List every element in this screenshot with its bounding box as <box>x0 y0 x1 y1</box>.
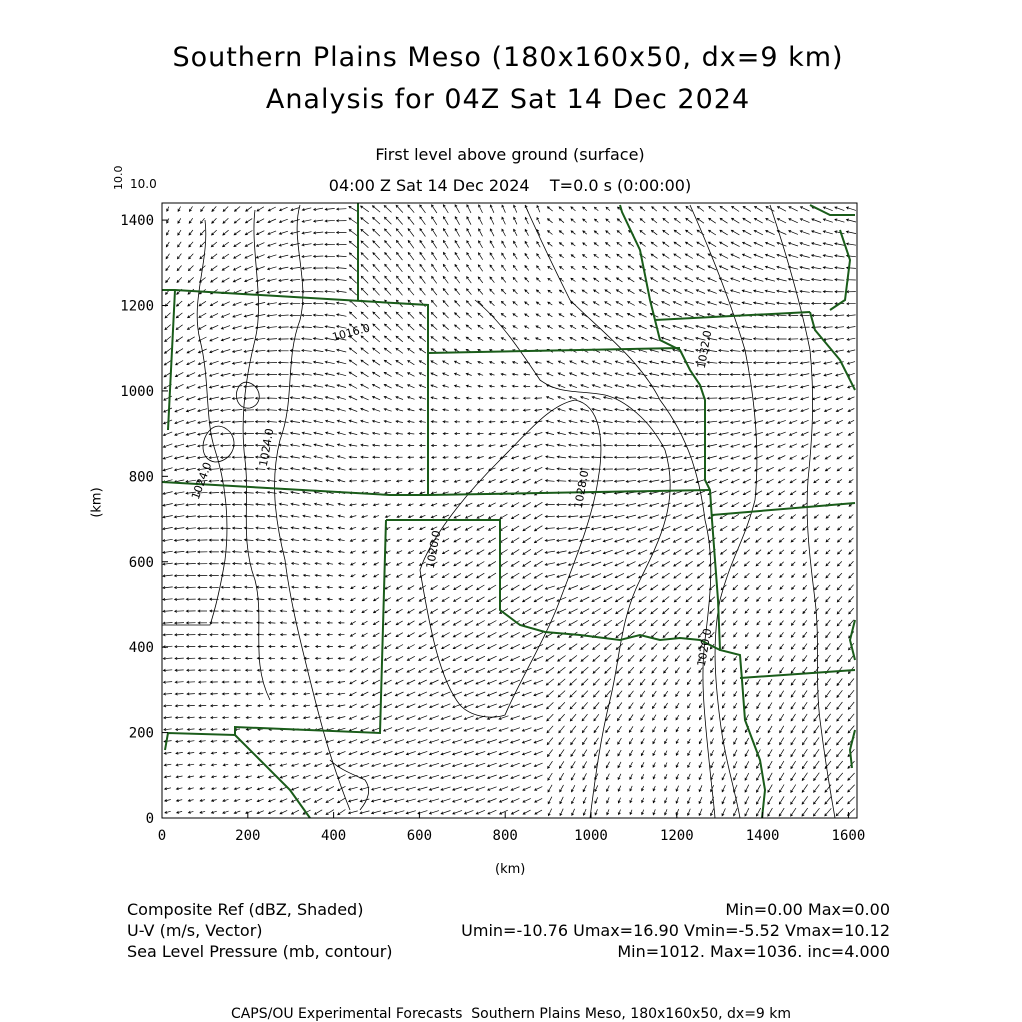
x-tick-label: 1600 <box>831 828 866 844</box>
legend-wind-label: U-V (m/s, Vector) <box>127 921 263 940</box>
x-tick-label: 800 <box>492 828 518 844</box>
y-tick-label: 600 <box>128 554 154 571</box>
state-border <box>712 503 855 515</box>
y-tick-label: 800 <box>128 469 154 486</box>
legend-pressure-range: Min=1012. Max=1036. inc=4.000 <box>617 942 890 961</box>
legend-pressure-label: Sea Level Pressure (mb, contour) <box>127 942 393 961</box>
x-tick-label: 1400 <box>745 828 780 844</box>
state-border <box>850 620 855 660</box>
legend-reflectivity-label: Composite Ref (dBZ, Shaded) <box>127 900 364 919</box>
y-tick-label: 1000 <box>120 383 154 400</box>
y-tick-label: 200 <box>128 725 154 742</box>
y-tick-label: 400 <box>128 640 154 657</box>
legend-wind-range: Umin=-10.76 Umax=16.90 Vmin=-5.52 Vmax=10.12 <box>461 921 890 940</box>
pressure-contours <box>162 205 835 818</box>
state-border <box>168 290 175 430</box>
pressure-contour <box>525 205 715 818</box>
state-border <box>830 230 850 310</box>
vector-scale-rotated: 10.0 <box>112 165 125 190</box>
contour-label: 1032.0 <box>694 329 715 370</box>
state-borders <box>162 203 855 818</box>
x-tick-label: 600 <box>406 828 433 844</box>
subtitle-level: First level above ground (surface) <box>375 145 645 164</box>
pressure-contour <box>162 220 227 625</box>
state-border <box>850 730 855 768</box>
x-tick-label: 200 <box>235 828 261 844</box>
state-border <box>810 205 855 215</box>
axes <box>120 213 865 844</box>
x-tick-label: 400 <box>320 828 347 844</box>
pressure-contour <box>770 205 835 818</box>
pressure-contour <box>475 300 670 818</box>
x-axis-label: (km) <box>495 862 526 877</box>
x-tick-label: 1200 <box>659 828 694 844</box>
contour-label: 1024.0 <box>189 460 215 502</box>
y-tick-label: 1200 <box>120 298 154 315</box>
contour-label: 1024.0 <box>256 427 277 468</box>
contour-label: 1020.0 <box>694 627 715 668</box>
contour-label: 1020.0 <box>423 529 444 570</box>
x-tick-label: 0 <box>157 828 167 844</box>
contour-label: 1016.0 <box>330 321 372 344</box>
y-tick-label: 0 <box>145 811 154 827</box>
vector-scale-label: 10.0 <box>130 177 157 191</box>
contour-label: 1028.0 <box>571 469 592 510</box>
title-line-2: Analysis for 04Z Sat 14 Dec 2024 <box>265 84 751 115</box>
x-tick-label: 1000 <box>574 828 608 844</box>
pressure-contour <box>330 760 369 810</box>
title-line-1: Southern Plains Meso (180x160x50, dx=9 km) <box>172 42 844 73</box>
y-axis-label: (km) <box>89 487 105 518</box>
legend-reflectivity-range: Min=0.00 Max=0.00 <box>725 900 890 919</box>
subtitle-time: 04:00 Z Sat 14 Dec 2024 T=0.0 s (0:00:00) <box>328 176 692 195</box>
y-tick-label: 1400 <box>120 213 154 230</box>
footer-credit: CAPS/OU Experimental Forecasts Southern Plains Meso, 180x160x50, dx=9 km <box>230 1006 792 1022</box>
